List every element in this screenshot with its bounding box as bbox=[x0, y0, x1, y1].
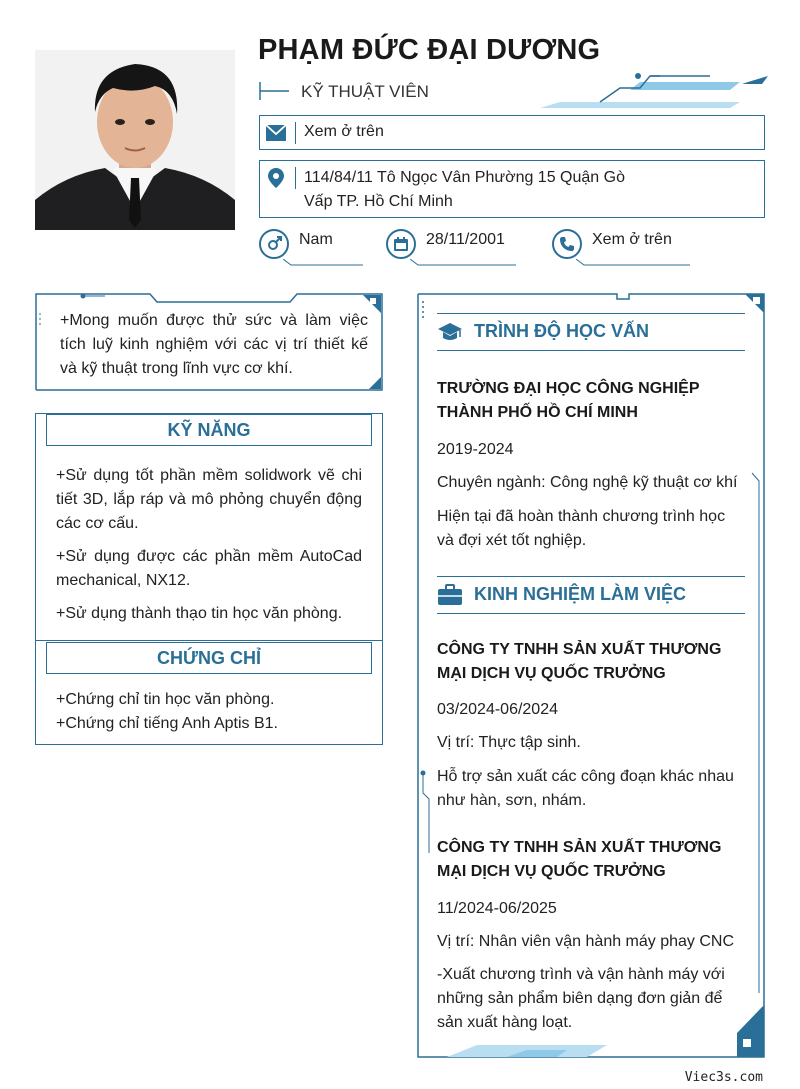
education-major: Chuyên ngành: Công nghệ kỹ thuật cơ khí bbox=[437, 474, 738, 491]
skills-heading: KỸ NĂNG bbox=[46, 414, 372, 446]
experience-heading: KINH NGHIỆM LÀM VIỆC bbox=[474, 584, 687, 604]
certificates-heading: CHỨNG CHỈ bbox=[46, 642, 372, 674]
experience-heading-bar bbox=[437, 576, 745, 614]
certificate-item: +Chứng chỉ tiếng Anh Aptis B1. bbox=[56, 715, 278, 732]
job-company: CÔNG TY TNHH SẢN XUẤT THƯƠNG MẠI DỊCH VỤ QUỐC TRƯỞNG bbox=[437, 641, 722, 682]
education-heading-bar bbox=[437, 313, 745, 351]
job-period: 11/2024-06/2025 bbox=[437, 900, 557, 917]
job-position: Vị trí: Thực tập sinh. bbox=[437, 734, 581, 751]
gender-field bbox=[259, 229, 369, 267]
envelope-icon bbox=[260, 116, 292, 149]
job-position: Vị trí: Nhân viên vận hành máy phay CNC bbox=[437, 933, 735, 950]
phone-field bbox=[552, 229, 692, 267]
right-column bbox=[417, 293, 765, 1058]
skill-item: +Sử dụng thành thạo tin học văn phòng. bbox=[56, 605, 343, 622]
calendar-icon bbox=[386, 229, 416, 259]
education-heading: TRÌNH ĐỘ HỌC VẤN bbox=[474, 321, 649, 341]
candidate-name: PHẠM ĐỨC ĐẠI DƯƠNG bbox=[258, 34, 601, 66]
briefcase-icon bbox=[437, 583, 463, 607]
address-line-1: 114/84/11 Tô Ngọc Vân Phường 15 Quận Gò bbox=[304, 169, 625, 186]
skill-item: +Sử dụng được các phần mềm AutoCad mechanical, NX12. bbox=[56, 548, 362, 589]
address-line-2: Vấp TP. Hồ Chí Minh bbox=[304, 193, 453, 210]
job-description: -Xuất chương trình và vận hành máy với những sản phẩm biên dạng đơn giản để sản xuất hàng loạt. bbox=[437, 966, 725, 1031]
education-note: Hiện tại đã hoàn thành chương trình học và đợi xét tốt nghiệp. bbox=[437, 508, 726, 549]
phone-icon bbox=[552, 229, 582, 259]
graduation-cap-icon bbox=[437, 320, 463, 344]
objective-section bbox=[35, 293, 383, 391]
address-row bbox=[259, 160, 765, 218]
skills-divider bbox=[36, 640, 382, 641]
job-period: 03/2024-06/2024 bbox=[437, 701, 558, 718]
profile-photo bbox=[35, 50, 235, 230]
title-decoration bbox=[259, 80, 291, 102]
education-period: 2019-2024 bbox=[437, 441, 514, 458]
location-pin-icon bbox=[260, 161, 292, 217]
objective-text: +Mong muốn được thử sức và làm việc tích luỹ kinh nghiệm với các vị trí thiết kế và kỹ thuật trong lĩnh vực cơ khí. bbox=[60, 312, 368, 377]
certificate-item: +Chứng chỉ tin học văn phòng. bbox=[56, 691, 275, 708]
birthday-field bbox=[386, 229, 526, 267]
birthday-value: 28/11/2001 bbox=[426, 231, 505, 248]
gender-value: Nam bbox=[299, 231, 333, 248]
address-separator bbox=[295, 167, 296, 189]
gender-icon bbox=[259, 229, 289, 259]
phone-underline bbox=[576, 259, 690, 267]
gender-underline bbox=[283, 259, 363, 267]
email-value: Xem ở trên bbox=[304, 123, 384, 140]
circuit-decoration bbox=[540, 72, 770, 112]
watermark: Viec3s.com bbox=[684, 1070, 763, 1085]
job-description: Hỗ trợ sản xuất các công đoạn khác nhau như hàn, sơn, nhám. bbox=[437, 768, 734, 809]
job-title: KỸ THUẬT VIÊN bbox=[301, 82, 429, 101]
email-separator bbox=[295, 122, 296, 144]
education-school: TRƯỜNG ĐẠI HỌC CÔNG NGHIỆP THÀNH PHỐ HỒ CHÍ MINH bbox=[437, 380, 700, 421]
phone-value: Xem ở trên bbox=[592, 231, 672, 248]
email-row bbox=[259, 115, 765, 150]
skill-item: +Sử dụng tốt phần mềm solidwork vẽ chi tiết 3D, lắp ráp và mô phỏng chuyển động các cơ cấu. bbox=[56, 467, 362, 532]
job-company: CÔNG TY TNHH SẢN XUẤT THƯƠNG MẠI DỊCH VỤ QUỐC TRƯỞNG bbox=[437, 839, 722, 880]
skills-section bbox=[35, 413, 383, 745]
birthday-underline bbox=[410, 259, 516, 267]
